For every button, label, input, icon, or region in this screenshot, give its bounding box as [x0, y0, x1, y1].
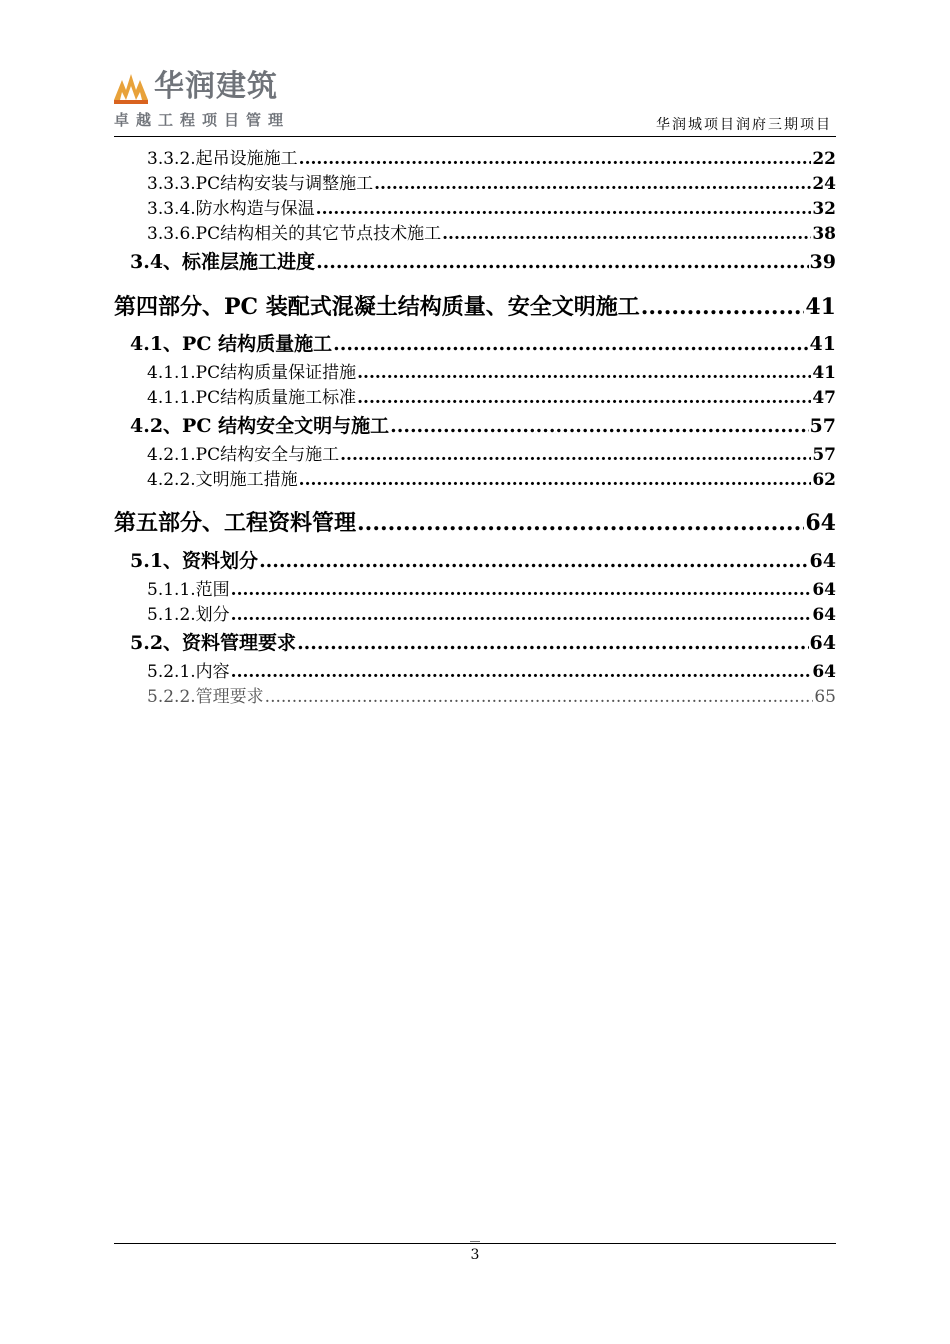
toc-entry-page: 57 — [809, 415, 836, 437]
toc-entry-page: 65 — [814, 687, 836, 707]
toc-dot-leader — [641, 292, 805, 322]
toc-entry-title: 3.3.3.PC结构安装与调整施工 — [147, 174, 374, 194]
toc-dot-leader — [357, 508, 804, 538]
toc-section-entry[interactable] — [114, 331, 836, 357]
toc-entry-title: 5.1.2.划分 — [147, 605, 230, 625]
toc-dot-leader — [231, 578, 812, 602]
toc-section-entry[interactable] — [114, 548, 836, 574]
toc-entry-title: 5.2、资料管理要求 — [130, 632, 297, 654]
toc-dot-leader — [231, 603, 812, 627]
toc-entry-page: 32 — [812, 199, 836, 219]
toc-entry-title: 第四部分、PC 装配式混凝土结构质量、安全文明施工 — [114, 294, 640, 320]
toc-entry-title: 5.1.1.范围 — [147, 580, 230, 600]
toc-dot-leader — [259, 548, 808, 574]
toc-entry[interactable] — [114, 468, 836, 492]
mountain-logo-icon — [114, 70, 148, 104]
toc-dot-leader — [340, 443, 811, 467]
toc-entry[interactable] — [114, 172, 836, 196]
toc-entry-title: 第五部分、工程资料管理 — [114, 510, 357, 536]
toc-entry-title: 4.2.1.PC结构安全与施工 — [147, 445, 340, 465]
toc-entry-page: 64 — [812, 605, 836, 625]
toc-dot-leader — [357, 361, 811, 385]
footer-tick-mark — [470, 1241, 480, 1245]
page-number: 3 — [470, 1247, 480, 1263]
toc-entry-page: 39 — [809, 251, 836, 273]
toc-entry-title: 5.2.2.管理要求 — [147, 687, 264, 707]
toc-entry-title: 4.2、PC 结构安全文明与施工 — [130, 415, 390, 437]
toc-entry-page: 64 — [809, 632, 836, 654]
toc-entry-page: 38 — [812, 224, 836, 244]
logo-company-name: 华润建筑 — [154, 69, 278, 104]
toc-dot-leader — [316, 249, 808, 275]
toc-dot-leader — [297, 630, 808, 656]
toc-dot-leader — [316, 197, 812, 221]
toc-entry[interactable] — [114, 685, 836, 709]
toc-dot-leader — [299, 147, 812, 171]
toc-entry-page: 64 — [805, 510, 836, 536]
toc-entry[interactable] — [114, 386, 836, 410]
toc-entry-page: 64 — [812, 662, 836, 682]
toc-dot-leader — [374, 172, 811, 196]
toc-entry-page: 62 — [812, 470, 836, 490]
toc-entry-page: 41 — [809, 333, 836, 355]
toc-entry[interactable] — [114, 660, 836, 684]
toc-entry-page: 24 — [812, 174, 836, 194]
header-project-name: 华润城项目润府三期项目 — [656, 117, 832, 133]
toc-entry-title: 3.4、标准层施工进度 — [130, 251, 316, 273]
toc-entry[interactable] — [114, 147, 836, 171]
toc-entry-page: 64 — [812, 580, 836, 600]
toc-entry-title: 3.3.2.起吊设施施工 — [147, 149, 298, 169]
toc-entry-title: 5.1、资料划分 — [130, 550, 259, 572]
toc-entry[interactable] — [114, 443, 836, 467]
toc-entry[interactable] — [114, 578, 836, 602]
toc-entry-title: 3.3.6.PC结构相关的其它节点技术施工 — [147, 224, 442, 244]
toc-entry-page: 22 — [812, 149, 836, 169]
logo-slogan: 卓越工程项目管理 — [114, 111, 291, 129]
toc-entry-page: 41 — [805, 294, 836, 320]
header-divider — [114, 136, 836, 137]
toc-dot-leader — [357, 386, 811, 410]
toc-entry-title: 4.2.2.文明施工措施 — [147, 470, 298, 490]
toc-entry[interactable] — [114, 603, 836, 627]
toc-part-entry[interactable] — [114, 292, 836, 322]
toc-dot-leader — [231, 660, 812, 684]
toc-dot-leader — [390, 413, 808, 439]
toc-part-entry[interactable] — [114, 508, 836, 538]
toc-entry-page: 64 — [809, 550, 836, 572]
toc-section-entry[interactable] — [114, 249, 836, 275]
toc-entry-title: 3.3.4.防水构造与保温 — [147, 199, 315, 219]
toc-section-entry[interactable] — [114, 630, 836, 656]
toc-section-entry[interactable] — [114, 413, 836, 439]
toc-entry[interactable] — [114, 222, 836, 246]
company-logo — [114, 66, 294, 130]
toc-entry-title: 5.2.1.内容 — [147, 662, 230, 682]
toc-entry-title: 4.1、PC 结构质量施工 — [130, 333, 333, 355]
toc-entry-page: 41 — [812, 363, 836, 383]
toc-dot-leader — [333, 331, 808, 357]
toc-dot-leader — [299, 468, 812, 492]
toc-dot-leader — [265, 685, 814, 709]
toc-entry-title: 4.1.1.PC结构质量保证措施 — [147, 363, 357, 383]
toc-entry[interactable] — [114, 361, 836, 385]
toc-entry-page: 47 — [812, 388, 836, 408]
toc-entry-page: 57 — [812, 445, 836, 465]
toc-entry[interactable] — [114, 197, 836, 221]
toc-dot-leader — [442, 222, 811, 246]
toc-entry-title: 4.1.1.PC结构质量施工标准 — [147, 388, 357, 408]
